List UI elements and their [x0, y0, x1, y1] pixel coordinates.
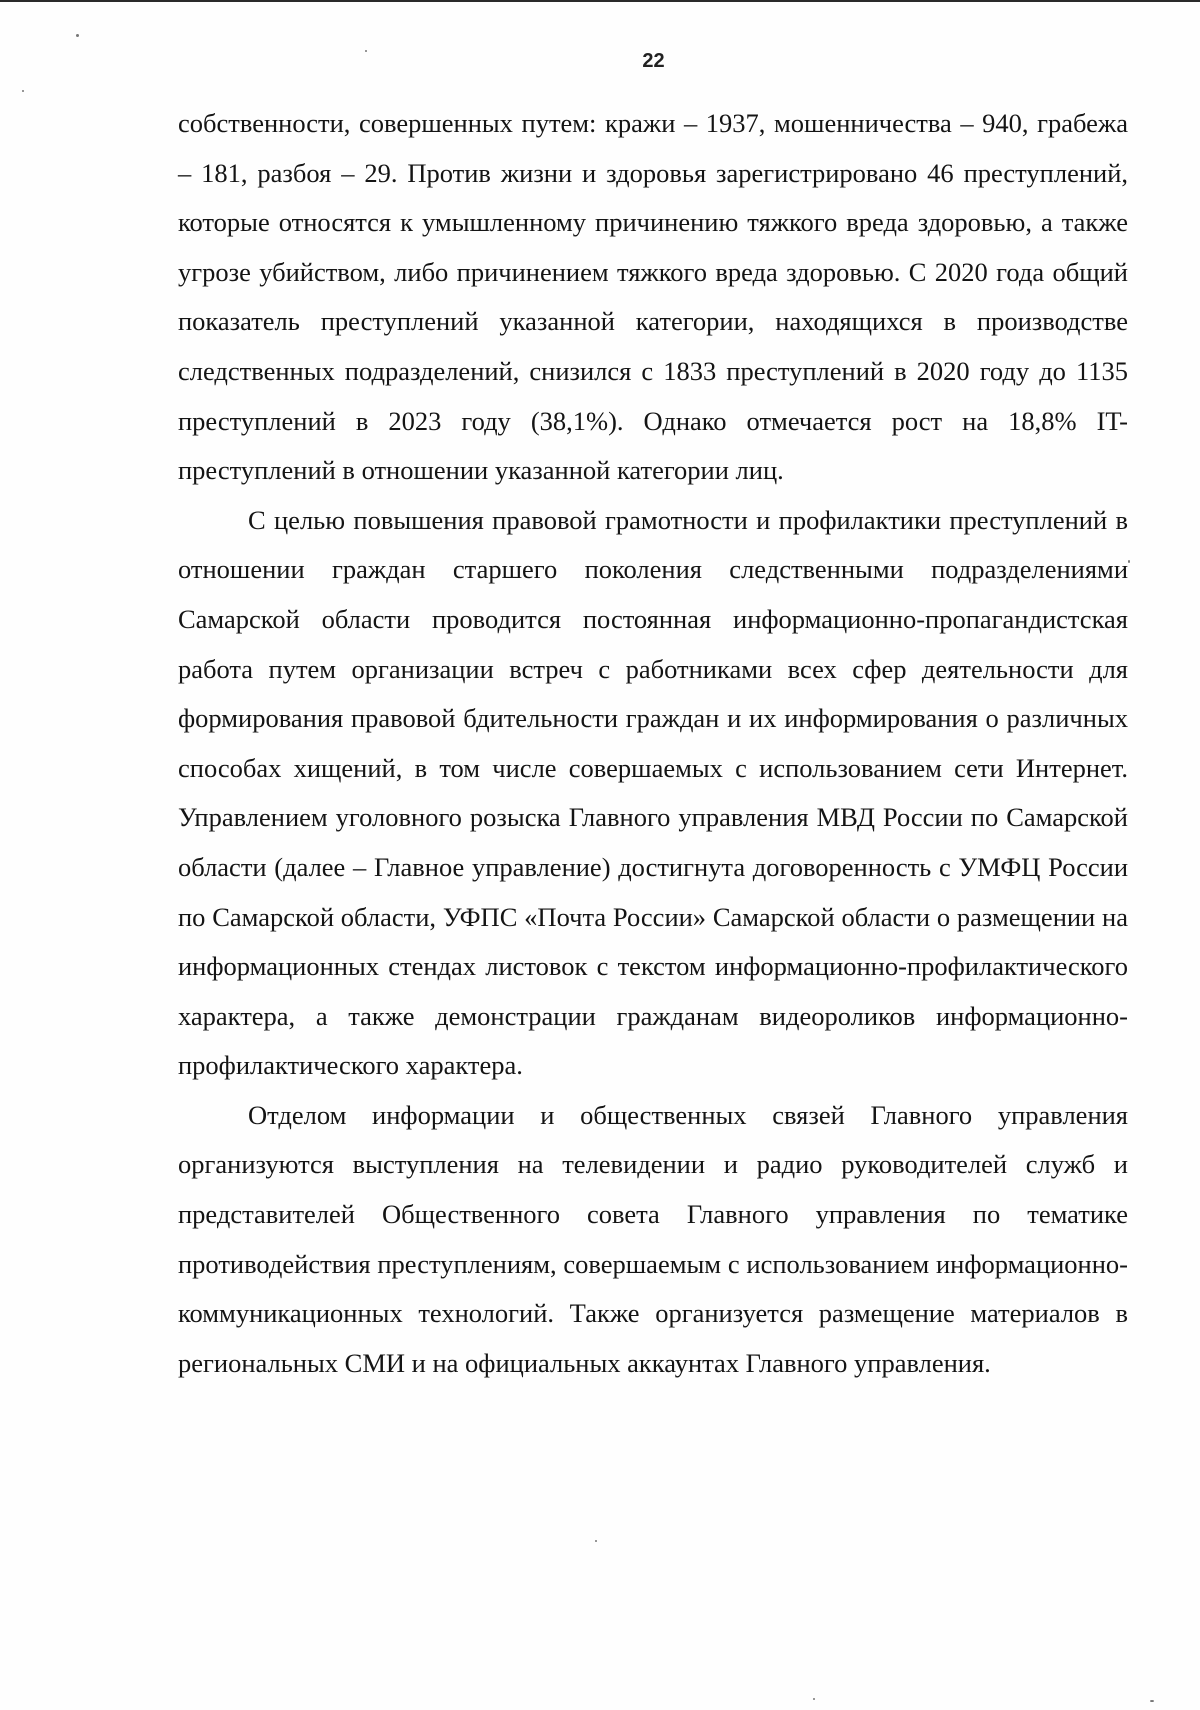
paragraph-1: собственности, совершенных путем: кражи – 1937, мошенничества – 940, грабежа – 181, разбоя – 29. Против жизни и здоровья зарегистрировано 46 преступлений, которые относятся к умышленному причинению тяжкого вреда здоровью, а также угрозе убийством, либо причинением тяжкого вреда здоровью. С 2020 года общий показатель преступлений указанной категории, находящихся в производстве следственных подразделений, снизился с 1833 преступлений в 2020 году до 1135 преступлений в 2023 году (38,1%). Однако отмечается рост на 18,8% IT-преступлений в отношении указанной категории лиц. — [178, 108, 1128, 486]
document-body — [178, 99, 1128, 1388]
page-number: 22 — [642, 50, 665, 72]
scan-top-edge — [0, 0, 1200, 2]
scan-speck — [595, 1540, 597, 1542]
scan-speck — [1150, 1700, 1154, 1702]
scan-speck — [22, 90, 24, 92]
scan-speck — [76, 34, 79, 37]
scan-speck — [813, 1698, 815, 1700]
scan-speck — [1128, 560, 1130, 563]
paragraph-2: С целью повышения правовой грамотности и профилактики преступлений в отношении граждан старшего поколения следственными подразделениями Самарской области проводится постоянная информационно-пропагандистская работа путем организации встреч с работниками всех сфер деятельности для формирования правовой бдительности граждан и их информирования о различных способах хищений, в том числе совершаемых с использованием сети Интернет. Управлением уголовного розыска Главного управления МВД России по Самарской области (далее – Главное управление) достигнута договоренность с УМФЦ России по Самарской области, УФПС «Почта России» Самарской области о размещении на информационных стендах листовок с текстом информационно-профилактического характера, а также демонстрации гражданам видеороликов информационно-профилактического характера. — [178, 504, 1128, 1081]
scan-speck — [365, 50, 367, 52]
paragraph-3: Отделом информации и общественных связей Главного управления организуются выступления на телевидении и радио руководителей служб и представителей Общественного совета Главного управления по тематике противодействия преступлениям, совершаемым с использованием информационно-коммуникационных технологий. Также организуется размещение материалов в региональных СМИ и на официальных аккаунтах Главного управления. — [178, 1099, 1128, 1378]
